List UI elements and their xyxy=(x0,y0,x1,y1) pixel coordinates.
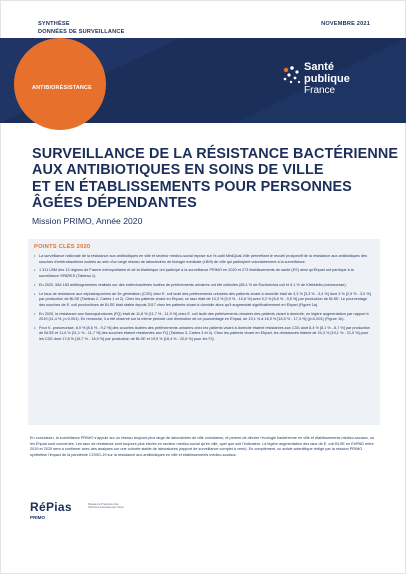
repias-logo xyxy=(30,500,130,528)
key-points-list xyxy=(34,254,374,346)
document-type xyxy=(38,20,125,36)
title-line: ET EN ÉTABLISSEMENTS POUR PERSONNES xyxy=(32,178,352,195)
key-point-item: • En 2020, 584 183 antibiogrammes réalisés sur des entérobactéries isolées de prélèvements urinaires ont été collectés (86,1 % de Escherichia coli et 9,1 % de Klebsiella pneumoniae). xyxy=(34,283,374,289)
document-type-line1: SYNTHÈSE xyxy=(38,21,70,27)
key-point-item: • 1 311 LBM des 13 régions de France métropolitaine et de la Martinique ont participé à la surveillance PRIMO en 2020 et 273 établissements de santé (ES) ainsi qu'Ehpad ont participé à la surveillance SPARES (Tableau 1). xyxy=(34,268,374,279)
document-title xyxy=(32,146,399,212)
key-point-item: • Le taux de résistance aux céphalosporines de 3e génération (C3G) chez E. coli isolé des prélèvements urinaires des patients vivant à domicile était de 3,3 % [3,3 % - 3,4 %] dont 3 % [2,9 % - 3,0 %] par production de BLSE (Tableau 2, Cartes 1 et 2). Chez les patients vivant en Ehpad, ce taux était de 10,3 % [9,9 % - 10,6 %] avec 9,2 % [8,8 % - 9,5 %] par production de BLSE. Le pourcentage des souches de E. coli productrices de BLSE était stable depuis 2017 chez les patients vivant à domicile alors qu'il augmentait significativement en Ehpad (Figure 1a). xyxy=(34,292,374,309)
document-type-line2: DONNÉES DE SURVEILLANCE xyxy=(38,29,125,35)
document-subtitle: Mission PRIMO, Année 2020 xyxy=(32,216,143,226)
key-point-item: • Pour K. pneumoniae, 8,9 % [8,6 % - 9,2 %] des souches isolées des prélèvements urinaires chez les patients vivant à domicile étaient résistantes aux C3G dont 8,4 % [8,1 % - 8,7 %] par production de BLSE et 11,6 % [11,1 % - 11,7 %] des souches étaient résistantes aux FQ (Tableau 3, Cartes 3 et 4). Chez les patients vivant en Ehpad, les résistances étaient de 20,3 % [19,1 % - 21,5 %] pour les C3G dont 17,8 % [16,7 % - 18,9 %] par production de BLSE et 19,5 % [18,4 % - 20,6 %] pour les FQ. xyxy=(34,326,374,343)
logo-line1: Santé xyxy=(304,61,334,73)
repias-wordmark: RéPias xyxy=(30,500,72,514)
sante-publique-france-logo xyxy=(280,60,380,100)
repias-description: Réseau de Prévention des Infections Associées aux Soins xyxy=(88,503,124,510)
repias-mission: PRIMO xyxy=(30,515,46,520)
title-line: ÂGÉES DÉPENDANTES xyxy=(32,195,197,212)
title-line: SURVEILLANCE DE LA RÉSISTANCE BACTÉRIENNE xyxy=(32,146,399,162)
logo-line3: France xyxy=(304,85,336,96)
topic-label: ANTIBIORÉSISTANCE xyxy=(32,85,92,91)
conclusion-paragraph: En conclusion, la surveillance PRIMO s'appuie sur un réseau toujours plus large de laboratoires de ville volontaires, et permet de décrire l'écologie bactérienne en ville et établissements médico-sociaux, où les Ehpad sont concernés. Les taux de résistance sont toujours plus élevés en secteur médico-social qu'en ville, quel que soit l'indicateur. La légère augmentation des taux de E. coli BLSE en EHPAD entre 2019 et 2020 sera à confirmer avec des analyses sur une cohorte stable de laboratoires (rapport de surveillance complet à venir). En complément, un article scientifique rédigé par la mission PRIMO synthétise l'impact de la pandémie COVID-19 sur la résistance aux antibiotiques en ville et établissements médico-sociaux. xyxy=(30,436,375,457)
key-point-item: • En 2020, la résistance aux fluoroquinolones (FQ) était de 11,8 % [11,7 % - 11,9 %] chez E. coli isolé des prélèvements urinaires des patients vivant à domicile, en légère augmentation par rapport à 2019 (11,4 %, p<0,001). En revanche, il a été observé sur la même période une diminution de ce pourcentage en Ehpad, de 19,1 % à 16,9 % [16,5 % - 17,3 %] (p<0,001) (Figure 1b). xyxy=(34,312,374,323)
logo-line2: publique xyxy=(304,73,350,85)
logo-dots-icon xyxy=(280,64,304,88)
key-point-item: • La surveillance nationale de la résistance aux antibiotiques en ville et secteur médico-social repose sur l'e-outil MedQual-Ville permettant le recueil prospectif de la résistance aux antibiotiques des souches d'entérobactéries isolées au sein d'un large réseau de laboratoires de biologie médicale (LBM) de ville qui participent volontairement à la surveillance. xyxy=(34,254,374,265)
title-line: AUX ANTIBIOTIQUES EN SOINS DE VILLE xyxy=(32,162,324,179)
topic-circle xyxy=(14,38,106,130)
publication-date: NOVEMBRE 2021 xyxy=(321,21,370,27)
key-points-title: POINTS CLÉS 2020 xyxy=(34,244,91,250)
key-points-box xyxy=(28,239,380,425)
